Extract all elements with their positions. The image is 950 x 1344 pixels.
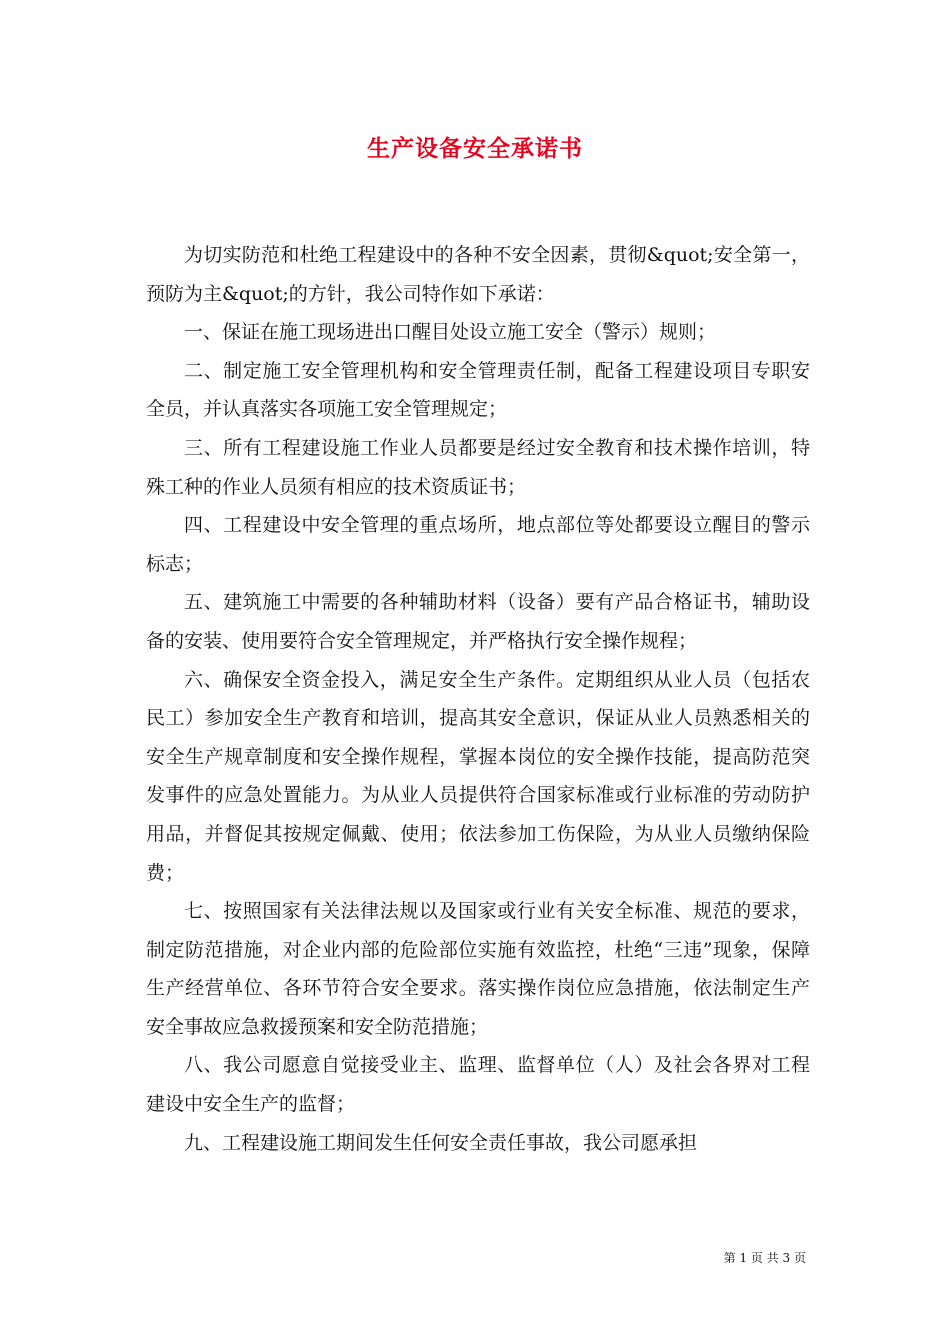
commitment-item-4: 四、工程建设中安全管理的重点场所，地点部位等处都要设立醒目的警示标志； — [146, 514, 810, 575]
commitment-item-2: 二、制定施工安全管理机构和安全管理责任制，配备工程建设项目专职安全员，并认真落实各项施工安全管理规定； — [146, 359, 810, 421]
commitment-item-5: 五、建筑施工中需要的各种辅助材料（设备）要有产品合格证书，辅助设备的安装、使用要符合安全管理规定，并严格执行安全操作规程； — [146, 591, 810, 652]
document-title: 生产设备安全承诺书 — [367, 135, 583, 162]
commitment-item-3: 三、所有工程建设施工作业人员都要是经过安全教育和技术操作培训，特殊工种的作业人员须有相应的技术资质证书； — [146, 436, 810, 498]
page-indicator: 第 1 页 共 3 页 — [723, 1251, 806, 1265]
commitment-item-6: 六、确保安全资金投入，满足安全生产条件。定期组织从业人员（包括农民工）参加安全生产教育和培训，提高其安全意识，保证从业人员熟悉相关的安全生产规章制度和安全操作规程，掌握本岗位的安全操作技能，提高防范突发事件的应急处置能力。为从业人员提供符合国家标准或行业标准的劳动防护用品，并督促其按规定佩戴、使用；依法参加工伤保险，为从业人员缴纳保险费； — [146, 668, 810, 884]
document-body — [146, 236, 810, 1162]
commitment-item-9: 九、工程建设施工期间发生任何安全责任事故，我公司愿承担 — [184, 1131, 698, 1154]
commitment-item-8: 八、我公司愿意自觉接受业主、监理、监督单位（人）及社会各界对工程建设中安全生产的监督； — [146, 1054, 810, 1116]
commitment-item-1: 一、保证在施工现场进出口醒目处设立施工安全（警示）规则； — [184, 321, 717, 344]
commitment-item-7: 七、按照国家有关法律法规以及国家或行业有关安全标准、规范的要求，制定防范措施，对企业内部的危险部位实施有效监控，杜绝“三违”现象，保障生产经营单位、各环节符合安全要求。落实操作岗位应急措施，依法制定生产安全事故应急救援预案和安全防范措施； — [146, 900, 810, 1038]
intro-paragraph: 为切实防范和杜绝工程建设中的各种不安全因素，贯彻&quot;安全第一，预防为主&quot;的方针，我公司特作如下承诺： — [146, 244, 810, 305]
